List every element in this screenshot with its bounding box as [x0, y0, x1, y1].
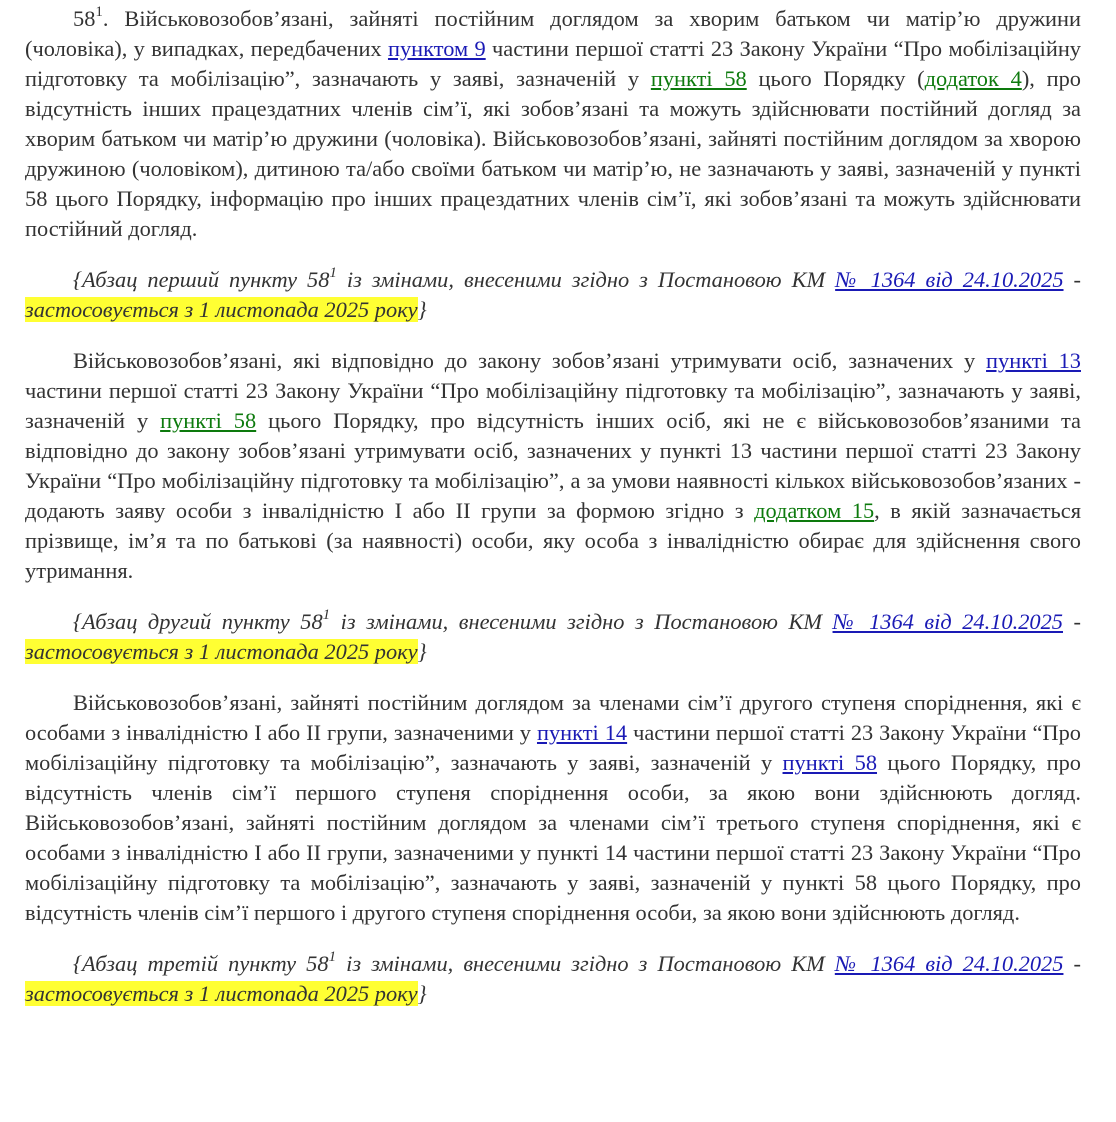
highlight-effective-date: застосовується з 1 листопада 2025 року [25, 981, 418, 1006]
text-run: частини першої статті 23 Закону України “Про мобілізаційну підготовку та мобілізацію”, зазначають у заяві, зазначеній у [25, 378, 1081, 433]
link-point-9[interactable]: пунктом 9 [387, 36, 486, 61]
text-run: , в якій зазначається прізвище, ім’я та по батькові (за наявності) особи, яку особа з інвалідністю обирає для здійснення свого утримання. [25, 498, 1081, 583]
amendment-note-3 [25, 949, 1081, 1009]
note-text: } [417, 981, 427, 1006]
note-text: із змінами, внесеними згідно з Постановою КМ [330, 609, 833, 634]
text-run: цього Порядку ( [746, 66, 925, 91]
paragraph-3 [25, 688, 1081, 928]
link-point-58[interactable]: пункті 58 [782, 750, 878, 775]
note-text: {Абзац третій пункту 58 [73, 951, 329, 976]
note-superscript: 1 [329, 264, 337, 281]
link-appendix-15[interactable]: додатком 15 [754, 498, 875, 523]
note-superscript: 1 [328, 948, 337, 965]
note-text: із змінами, внесеними згідно з Постановою КМ [336, 951, 835, 976]
amendment-note-2 [25, 607, 1081, 667]
note-text: із змінами, внесеними згідно з Постановою КМ [336, 267, 836, 292]
link-point-58[interactable]: пункті 58 [650, 66, 747, 91]
text-run: Військовозобов’язані, які відповідно до закону зобов’язані утримувати осіб, зазначених у [73, 348, 987, 373]
highlight-effective-date: застосовується з 1 листопада 2025 року [25, 639, 418, 664]
link-appendix-4[interactable]: додаток 4 [924, 66, 1022, 91]
link-point-13[interactable]: пункті 13 [986, 348, 1081, 373]
text-run: . Військовозобов’язані, зайняті постійним доглядом за хворим батьком чи матір’ю дружини (чоловіка), у випадках, передбачених [25, 6, 1081, 61]
note-text: } [417, 639, 427, 664]
text-run: частини першої статті 23 Закону України “Про мобілізаційну підготовку та мобілізацію”, зазначають у заяві, зазначеній у [25, 720, 1081, 775]
paragraph-1 [25, 4, 1081, 244]
link-point-14[interactable]: пункті 14 [536, 720, 628, 745]
point-superscript: 1 [95, 3, 103, 20]
note-text: {Абзац другий пункту 58 [73, 609, 323, 634]
note-text: } [417, 297, 427, 322]
note-text: {Абзац перший пункту 58 [73, 267, 330, 292]
paragraph-2 [25, 346, 1081, 586]
text-run: Військовозобов’язані, зайняті постійним доглядом за членами сім’ї другого ступеня споріднення, які є особами з інвалідністю I або II групи, зазначеними у [25, 690, 1081, 745]
link-resolution-1364[interactable]: № 1364 від 24.10.2025 [832, 609, 1063, 634]
amendment-note-1 [25, 265, 1081, 325]
text-run: частини першої статті 23 Закону України “Про мобілізаційну підготовку та мобілізацію”, зазначають у заяві, зазначеній у [25, 36, 1081, 91]
text-run: цього Порядку, про відсутність членів сім’ї першого ступеня споріднення особи, за якою вони здійснюють догляд. Військовозобов’язані, зайняті постійним доглядом за членами сім’ї третього ступеня споріднення, які є особами з інвалідністю I або II групи, зазначеними у пункті 14 частини першої статті 23 Закону України “Про мобілізаційну підготовку та мобілізацію”, зазначають у заяві, зазначеній у пункті 58 цього Порядку, про відсутність членів сім’ї першого і другого ступеня споріднення особи, за якою вони здійснюють догляд. [25, 750, 1081, 925]
link-resolution-1364[interactable]: № 1364 від 24.10.2025 [834, 951, 1064, 976]
point-number: 58 [73, 6, 96, 31]
highlight-effective-date: застосовується з 1 листопада 2025 року [25, 297, 418, 322]
text-run: цього Порядку, про відсутність інших осіб, які не є військовозобов’язаними та відповідно до закону зобов’язані утримувати осіб, зазначених у пункті 13 частини першої статті 23 Закону України “Про мобілізаційну підготовку та мобілізацію”, а за умови наявності кількох військовозобов’язаних - додають заяву особи з інвалідністю I або II групи за формою згідно з [25, 408, 1081, 523]
link-resolution-1364[interactable]: № 1364 від 24.10.2025 [835, 267, 1064, 292]
link-point-58[interactable]: пункті 58 [160, 408, 257, 433]
note-superscript: 1 [322, 606, 331, 623]
text-run: ), про відсутність інших працездатних членів сім’ї, які зобов’язані та можуть здійснювати постійний догляд за хворим батьком чи матір’ю дружини (чоловіка). Військовозобов’язані, зайняті постійним доглядом за хворою дружиною (чоловіком), дитиною та/або своїми батьком чи матір’ю, не зазначають у заяві, зазначеній у пункті 58 цього Порядку, інформацію про інших працездатних членів сім’ї, які зобов’язані та можуть здійснювати постійний догляд. [25, 66, 1081, 241]
note-text: - [1063, 951, 1081, 976]
note-text: - [1063, 267, 1081, 292]
note-text: - [1063, 609, 1081, 634]
